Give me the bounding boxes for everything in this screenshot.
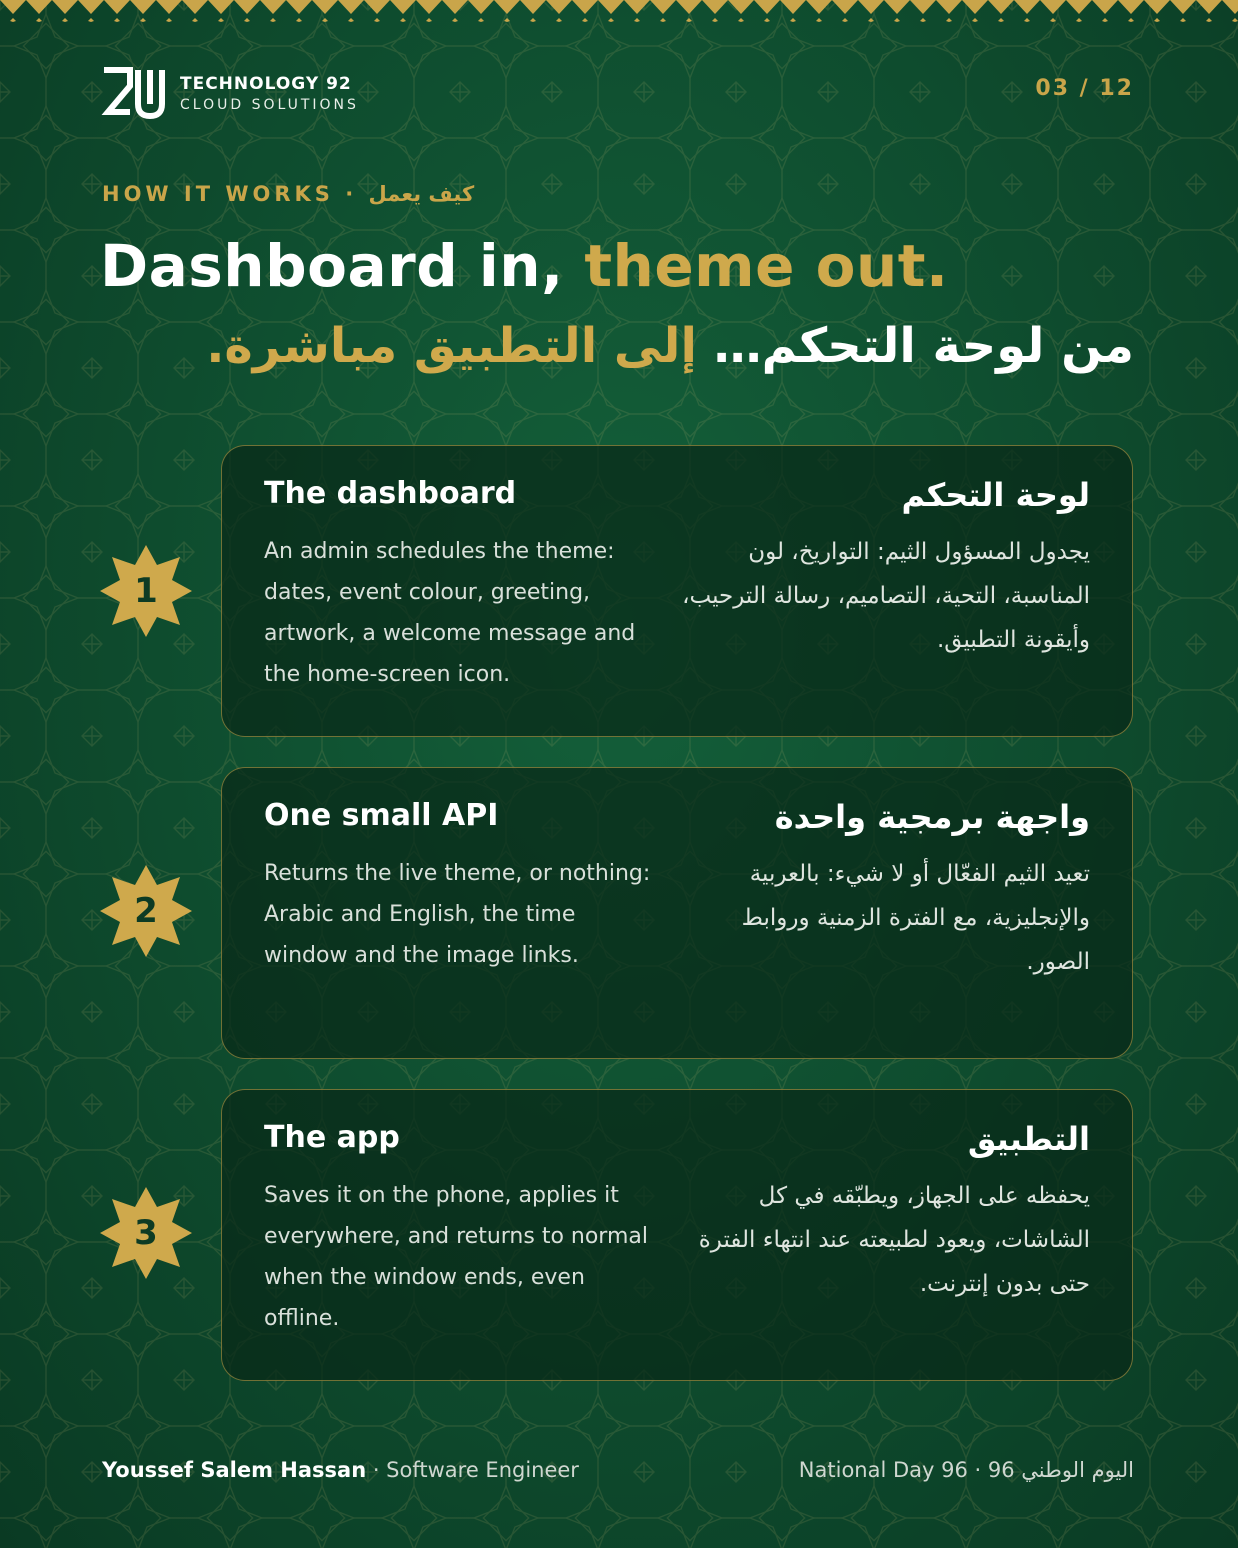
- brand-subtitle: CLOUD SOLUTIONS: [180, 96, 359, 113]
- step-title-ar: واجهة برمجية واحدة: [774, 798, 1090, 836]
- step-badge-2: [100, 865, 192, 957]
- headline-en: [100, 232, 949, 300]
- kicker-separator: ·: [345, 182, 358, 206]
- top-ornament: [0, 0, 1238, 22]
- step-title-ar: لوحة التحكم: [901, 476, 1090, 514]
- brand-logo-icon: [100, 64, 166, 124]
- step-body-ar: يجدول المسؤول الثيم: التواريخ، لون المناسبة، التحية، التصاميم، رسالة الترحيب، وأيقونة التطبيق.: [682, 539, 1090, 653]
- step-body-en: An admin schedules the theme: dates, event colour, greeting, artwork, a welcome message and the home-screen icon.: [264, 539, 636, 687]
- headline-ar: [206, 318, 1134, 374]
- kicker-en: HOW IT WORKS: [102, 182, 334, 206]
- step-number: 1: [134, 571, 158, 611]
- page-counter: 03 / 12: [1035, 76, 1134, 101]
- step-title-en: The app: [264, 1120, 400, 1155]
- step-number: 3: [134, 1213, 158, 1253]
- kicker-ar: كيف يعمل: [368, 182, 475, 206]
- headline-ar-plain: من لوحة التحكم…: [696, 318, 1134, 374]
- section-kicker: [102, 182, 474, 206]
- author-role: Software Engineer: [386, 1458, 579, 1482]
- author-name: Youssef Salem Hassan: [102, 1458, 367, 1482]
- step-number: 2: [134, 891, 158, 931]
- brand-logo: [100, 64, 359, 124]
- headline-en-accent: theme out.: [584, 232, 949, 300]
- step-card-dashboard: [221, 445, 1133, 737]
- brand-name: TECHNOLOGY 92: [180, 73, 352, 94]
- step-card-app: [221, 1089, 1133, 1381]
- step-title-ar: التطبيق: [967, 1120, 1090, 1158]
- author-separator: ·: [366, 1458, 387, 1482]
- step-badge-3: [100, 1187, 192, 1279]
- step-body-ar: يحفظه على الجهاز، ويطبّقه في كل الشاشات، ويعود لطبيعته عند انتهاء الفترة حتى بدون إنترنت.: [698, 1183, 1090, 1297]
- step-body-en: Returns the live theme, or nothing: Arabic and English, the time window and the image links.: [264, 861, 651, 968]
- step-title-en: The dashboard: [264, 476, 517, 511]
- headline-ar-accent: إلى التطبيق مباشرة.: [206, 318, 697, 374]
- step-title-en: One small API: [264, 798, 499, 833]
- step-card-api: [221, 767, 1133, 1059]
- headline-en-plain: Dashboard in,: [100, 232, 585, 300]
- step-body-en: Saves it on the phone, applies it everywhere, and returns to normal when the window ends, even offline.: [264, 1183, 648, 1331]
- step-body-ar: تعيد الثيم الفعّال أو لا شيء: بالعربية والإنجليزية، مع الفترة الزمنية وروابط الصور.: [741, 861, 1090, 975]
- footer-author: [102, 1458, 579, 1482]
- step-badge-1: [100, 545, 192, 637]
- footer-occasion: National Day 96 · 96 اليوم الوطني: [798, 1458, 1134, 1482]
